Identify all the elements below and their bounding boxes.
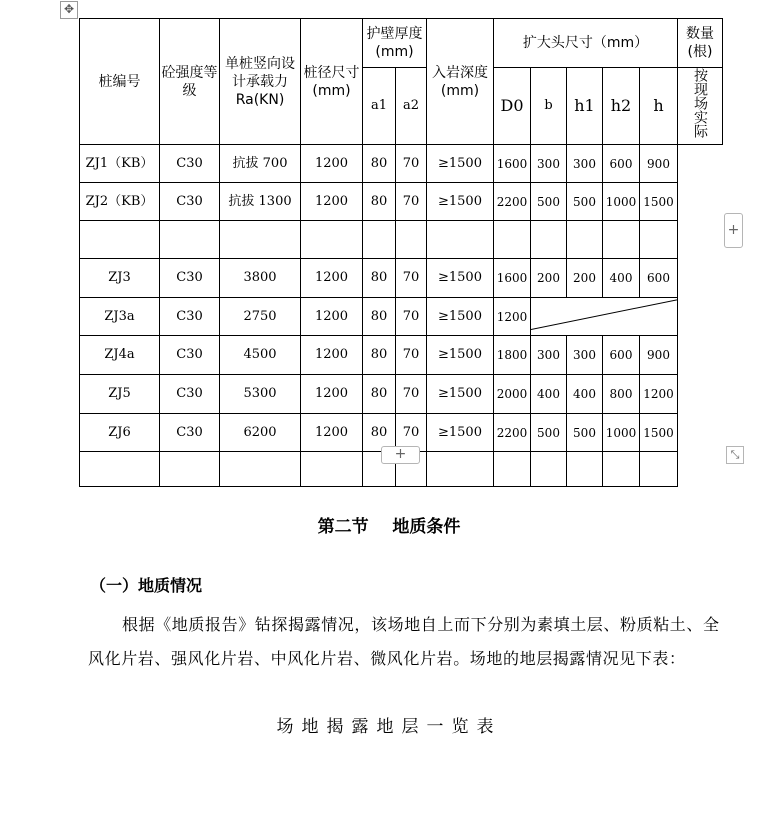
- table-cell-id[interactable]: ZJ5: [80, 375, 160, 414]
- table-row: [80, 336, 723, 375]
- table-cell-h[interactable]: 1500: [640, 414, 678, 452]
- table-cell-D0[interactable]: 1600: [494, 259, 531, 298]
- table-cell-h2[interactable]: 600: [603, 336, 640, 375]
- table-cell-rock[interactable]: [427, 221, 494, 259]
- table-move-handle-icon[interactable]: ✥: [60, 1, 78, 19]
- table-cell-diameter[interactable]: [301, 221, 363, 259]
- quantity-note: 按现场实际: [692, 68, 708, 138]
- table-cell-id[interactable]: [80, 221, 160, 259]
- table-cell-h2[interactable]: [603, 452, 640, 487]
- table-cell-h[interactable]: 1200: [640, 375, 678, 414]
- table-cell-h1[interactable]: 300: [567, 145, 603, 183]
- header-pile-id[interactable]: 桩编号: [80, 19, 160, 145]
- header-h2[interactable]: h2: [603, 68, 640, 145]
- diagonal-line: [531, 298, 677, 335]
- add-column-button[interactable]: +: [724, 213, 743, 248]
- table-cell-h[interactable]: 600: [640, 259, 678, 298]
- table-cell-capacity[interactable]: [220, 221, 301, 259]
- table-cell-b[interactable]: 200: [531, 259, 567, 298]
- table-cell-rock[interactable]: [427, 452, 494, 487]
- table-row: [80, 145, 723, 183]
- table-row: [80, 375, 723, 414]
- table-cell-rock[interactable]: ≥1500: [427, 298, 494, 336]
- pile-parameter-table: [79, 18, 723, 487]
- table-cell-grade[interactable]: [160, 221, 220, 259]
- table-cell-D0[interactable]: 1200: [494, 298, 531, 336]
- body-paragraph: 根据《地质报告》钻探揭露情况，该场地自上而下分别为素填土层、粉质粘土、全风化片岩、强风化片岩、中风化片岩、微风化片岩。场地的地层揭露情况见下表：: [88, 615, 720, 668]
- table-cell-a2[interactable]: 70: [396, 259, 427, 298]
- table-cell-capacity[interactable]: 5300: [220, 375, 301, 414]
- table-cell-h1[interactable]: 300: [567, 336, 603, 375]
- header-concrete-grade[interactable]: 砼强度等级: [160, 19, 220, 145]
- table-cell-diameter[interactable]: 1200: [301, 298, 363, 336]
- table-cell-diameter[interactable]: 1200: [301, 259, 363, 298]
- table-cell-id[interactable]: ZJ3a: [80, 298, 160, 336]
- table-cell-h2[interactable]: 1000: [603, 414, 640, 452]
- table-cell-capacity[interactable]: 2750: [220, 298, 301, 336]
- table-cell-capacity[interactable]: 抗拔 1300: [220, 183, 301, 221]
- table-cell-b[interactable]: [531, 452, 567, 487]
- table-row: [80, 298, 723, 336]
- table-cell-h2[interactable]: [603, 221, 640, 259]
- table-cell-h[interactable]: 900: [640, 145, 678, 183]
- table-cell-a2[interactable]: 70: [396, 336, 427, 375]
- table-cell-diameter[interactable]: 1200: [301, 145, 363, 183]
- quantity-cell[interactable]: [678, 68, 723, 145]
- table-cell-D0[interactable]: 2200: [494, 414, 531, 452]
- table-cell-capacity[interactable]: [220, 452, 301, 487]
- header-capacity[interactable]: 单桩竖向设计承载力 Ra(KN): [220, 19, 301, 145]
- table-cell-a1[interactable]: 80: [363, 183, 396, 221]
- table-cell-b[interactable]: [531, 221, 567, 259]
- header-h1[interactable]: h1: [567, 68, 603, 145]
- table-cell-capacity[interactable]: 4500: [220, 336, 301, 375]
- table-cell-a2[interactable]: 70: [396, 414, 427, 452]
- table-cell-rock[interactable]: ≥1500: [427, 336, 494, 375]
- header-a2[interactable]: a2: [396, 68, 427, 145]
- table-cell-h[interactable]: [640, 452, 678, 487]
- table-resize-handle-icon[interactable]: ⤡: [726, 446, 744, 464]
- table-cell-a1[interactable]: 80: [363, 375, 396, 414]
- table-cell-rock[interactable]: ≥1500: [427, 183, 494, 221]
- table-cell-a1[interactable]: 80: [363, 298, 396, 336]
- table-cell-grade[interactable]: C30: [160, 375, 220, 414]
- table-cell-h2[interactable]: 800: [603, 375, 640, 414]
- table-cell-D0[interactable]: 1800: [494, 336, 531, 375]
- table-row: [80, 259, 723, 298]
- header-h[interactable]: h: [640, 68, 678, 145]
- table-cell-rock[interactable]: ≥1500: [427, 375, 494, 414]
- add-row-button[interactable]: +: [381, 446, 420, 464]
- table-cell-rock[interactable]: ≥1500: [427, 145, 494, 183]
- section-title: 第二节 地质条件: [317, 517, 461, 537]
- table-cell-rock[interactable]: ≥1500: [427, 259, 494, 298]
- table-cell-grade[interactable]: C30: [160, 183, 220, 221]
- table-cell-a1[interactable]: 80: [363, 414, 396, 452]
- table-cell-b[interactable]: 500: [531, 414, 567, 452]
- table-cell-h2[interactable]: 600: [603, 145, 640, 183]
- table-cell-id[interactable]: ZJ4a: [80, 336, 160, 375]
- table-cell-id[interactable]: ZJ1（KB）: [80, 145, 160, 183]
- table-cell-a2[interactable]: 70: [396, 298, 427, 336]
- header-a1[interactable]: a1: [363, 68, 396, 145]
- table-cell-capacity[interactable]: 3800: [220, 259, 301, 298]
- table-cell-h1[interactable]: 200: [567, 259, 603, 298]
- table-cell-b[interactable]: 300: [531, 145, 567, 183]
- table-cell-b[interactable]: 300: [531, 336, 567, 375]
- table-cell-diameter[interactable]: 1200: [301, 375, 363, 414]
- header-b[interactable]: b: [531, 68, 567, 145]
- table-cell-h1[interactable]: 400: [567, 375, 603, 414]
- merged-empty-cell[interactable]: [531, 298, 678, 336]
- table-cell-D0[interactable]: 1600: [494, 145, 531, 183]
- table-cell-h1[interactable]: 500: [567, 183, 603, 221]
- header-enlarged-head[interactable]: 扩大头尺寸（mm）: [494, 19, 678, 68]
- table-cell-grade[interactable]: C30: [160, 336, 220, 375]
- table-cell-id[interactable]: ZJ2（KB）: [80, 183, 160, 221]
- table-cell-diameter[interactable]: 1200: [301, 183, 363, 221]
- table-cell-grade[interactable]: C30: [160, 145, 220, 183]
- table-cell-diameter[interactable]: 1200: [301, 414, 363, 452]
- header-quantity[interactable]: 数量(根): [678, 19, 723, 68]
- table-cell-h[interactable]: 900: [640, 336, 678, 375]
- table-cell-b[interactable]: 500: [531, 183, 567, 221]
- table-cell-id[interactable]: ZJ3: [80, 259, 160, 298]
- header-diameter[interactable]: 桩径尺寸(mm): [301, 19, 363, 145]
- table-cell-id[interactable]: [80, 452, 160, 487]
- table-cell-a2[interactable]: [396, 221, 427, 259]
- table-cell-b[interactable]: 400: [531, 375, 567, 414]
- table-row: [80, 183, 723, 221]
- table-cell-a2[interactable]: 70: [396, 375, 427, 414]
- table-cell-grade[interactable]: C30: [160, 414, 220, 452]
- table-cell-a1[interactable]: [363, 221, 396, 259]
- table-cell-h[interactable]: 1500: [640, 183, 678, 221]
- table-caption: 场地揭露地层一览表: [276, 717, 502, 737]
- table-cell-D0[interactable]: 2200: [494, 183, 531, 221]
- table-cell-h[interactable]: [640, 221, 678, 259]
- table-cell-a1[interactable]: 80: [363, 336, 396, 375]
- table-cell-rock[interactable]: ≥1500: [427, 414, 494, 452]
- table-cell-h1[interactable]: 500: [567, 414, 603, 452]
- table-cell-a1[interactable]: 80: [363, 259, 396, 298]
- table-cell-h1[interactable]: [567, 221, 603, 259]
- header-wall-thickness[interactable]: 护壁厚度(mm): [363, 19, 427, 68]
- header-d0[interactable]: D0: [494, 68, 531, 145]
- header-rock-depth[interactable]: 入岩深度(mm): [427, 19, 494, 145]
- table-cell-grade[interactable]: C30: [160, 298, 220, 336]
- table-cell-D0[interactable]: [494, 221, 531, 259]
- table-cell-id[interactable]: ZJ6: [80, 414, 160, 452]
- table-cell-a1[interactable]: 80: [363, 145, 396, 183]
- table-cell-grade[interactable]: [160, 452, 220, 487]
- table-cell-h2[interactable]: 1000: [603, 183, 640, 221]
- table-cell-D0[interactable]: 2000: [494, 375, 531, 414]
- table-row: [80, 221, 723, 259]
- subsection-title: （一）地质情况: [90, 576, 203, 595]
- table-cell-grade[interactable]: C30: [160, 259, 220, 298]
- table-cell-diameter[interactable]: 1200: [301, 336, 363, 375]
- table-cell-h1[interactable]: [567, 452, 603, 487]
- table-cell-D0[interactable]: [494, 452, 531, 487]
- table-cell-a2[interactable]: 70: [396, 183, 427, 221]
- table-cell-capacity[interactable]: 抗拔 700: [220, 145, 301, 183]
- table-cell-a2[interactable]: 70: [396, 145, 427, 183]
- table-cell-diameter[interactable]: [301, 452, 363, 487]
- table-cell-h2[interactable]: 400: [603, 259, 640, 298]
- table-cell-capacity[interactable]: 6200: [220, 414, 301, 452]
